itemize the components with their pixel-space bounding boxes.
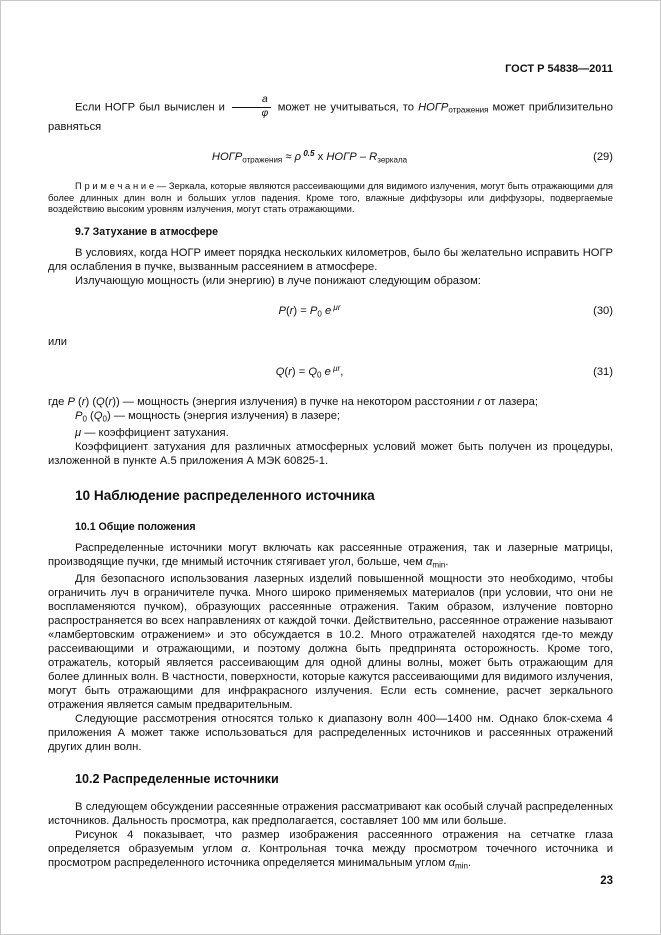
formula-31-number: (31): [593, 365, 613, 378]
section-9-7-heading: 9.7 Затухание в атмосфере: [75, 226, 219, 239]
note-paragraph: П р и м е ч а н и е — Зеркала, которые являются рассеивающими для видимого излучения, могут быть отражающими для более длинных длин волн и больших углов падения. Кроме того, влажные диффузоры или диффузоры, подвергаемые воздействию высоким уровням излучения, могут стать отражающими.: [48, 179, 613, 215]
doc-number: ГОСТ Р 54838—2011: [505, 63, 613, 75]
section-10-1-heading: 10.1 Общие положения: [75, 521, 196, 534]
section-10-heading: 10 Наблюдение распределенного источника: [75, 488, 375, 504]
page-number: 23: [600, 875, 613, 887]
where-line-2: $P_0$ $(Q_0)$ — мощность (энергия излучения) в лазере;: [75, 409, 341, 424]
paragraph-10-1-a: Распределенные источники могут включать как рассеянные отражения, так и лазерные матрицы, производящие пучки, где мнимый источник стягивает угол, больше, чем $\alpha_{min}$.: [48, 542, 613, 570]
formula-29: [48, 146, 613, 168]
paragraph-10-2-a: В следующем обсуждении рассеянные отражения рассматривают как особый случай распределенных источников. Дальность просмотра, как предполагается, составляет 100 мм или больше.: [48, 801, 613, 828]
where-line-1: где P (r) (Q(r)) — мощность (энергия излучения) в пучке на некотором расстоянии r от лазера;: [48, 395, 538, 408]
or-word: или: [48, 335, 68, 348]
paragraph-10-2-b: Рисунок 4 показывает, что размер изображения рассеянного отражения на сетчатке глаза определяется образуемым углом α. Контрольная точка между просмотром точечного источника и просмотром распределенного источника определяется минимальным углом $\alpha_{min}$.: [48, 829, 614, 871]
paragraph-10-1-b: Для безопасного использования лазерных изделий повышенной мощности это необходимо, чтобы ограничить луч в ограничителе пучка. Много широко применяемых материалов (при условии, что они не воспламеняются пучком), образующих рассеянные отражения. Таким образом, излучение повторно распространяется во всех направлениях от каждой точки. Действительно, рассеянное отражение называют «ламбертовским отражением» и это обсуждается в 10.2. Много отражателей находятся где-то между рассеивающими и отражающими, и поэтому должна быть предпринята осторожность. Кроме того, отражатель, который является рассеивающим для одной длины волны, может быть отражающим для более длинных волн. В частности, поверхности, которые кажутся рассеивающими для видимого излучения, могут быть отражающими для инфракрасного излучения. Если есть сомнение, расчет зеркального отражения является самым предварительным.: [48, 573, 613, 712]
paragraph-attenuation-coefficient: Коэффициент затухания для различных атмосферных условий может быть получен из процедуры, изложенной в пункте А.5 приложения А МЭК 60825-1.: [48, 441, 613, 468]
formula-29-number: (29): [593, 150, 613, 163]
formula-30-expression: $P(r) = P_0$ e $^{\mu r}$: [278, 303, 341, 319]
formula-30: [48, 300, 613, 322]
formula-31-expression: $Q(r) = Q_0$ e $^{\mu r}$,: [275, 363, 344, 379]
paragraph-9-7-a: В условиях, когда НОГР имеет порядка нескольких километров, было бы желательно исправить НОГР для ослабления в пучке, вызванным рассеянием в атмосфере.: [48, 247, 613, 274]
where-line-3: μ — коэффициент затухания.: [75, 427, 229, 440]
formula-31: [48, 361, 613, 383]
where-block: [48, 395, 613, 440]
formula-30-number: (30): [593, 305, 613, 318]
intro-paragraph: Если НОГР был вычислен и $\frac{a}{\varphi}$ может не учитываться, то $НОГР_{отражения}$ может приблизительно равняться: [48, 94, 613, 133]
section-10-2-heading: 10.2 Распределенные источники: [75, 772, 279, 787]
paragraph-9-7-b: Излучающую мощность (или энергию) в луче понижают следующим образом:: [75, 275, 481, 288]
paragraph-10-1-c: Следующие рассмотрения относятся только к диапазону волн 400—1400 нм. Однако блок-схема 4 приложения А может также использоваться для распределенных источников и рассеянных отражений других длин волн.: [48, 713, 613, 754]
formula-29-expression: $НОГР_{отражения} \approx \rho$ $^{0.5}$ х НОГР – $R_{зеркала}$: [211, 148, 408, 164]
